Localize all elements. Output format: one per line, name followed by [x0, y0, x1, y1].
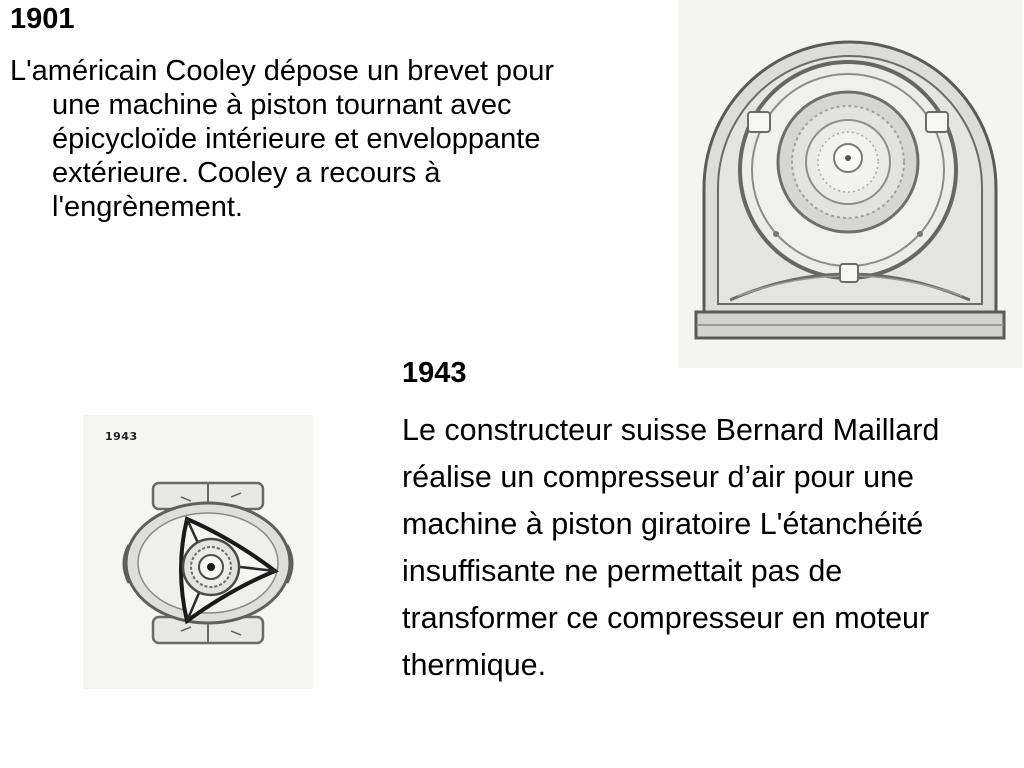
maillard-compressor-drawing-icon — [83, 415, 313, 689]
section-year-heading: 1901 — [10, 3, 75, 35]
section-1901 — [10, 2, 570, 253]
section-year-heading: 1943 — [402, 357, 467, 389]
cooley-engine-drawing-icon — [678, 0, 1022, 368]
section-1943 — [402, 356, 1002, 720]
section-paragraph: Le constructeur suisse Bernard Maillard réalise un compresseur d’air pour une machine à piston giratoire L'étanchéité insuffisante ne permettait pas de transformer ce compresseur en moteur thermique. — [402, 413, 940, 682]
figure-caption: 1943 — [105, 430, 138, 443]
section-paragraph: L'américain Cooley dépose un brevet pour une machine à piston tournant avec épicycloïde intérieure et enveloppante extérieure. Cooley a recours à l'engrènement. — [10, 55, 554, 223]
